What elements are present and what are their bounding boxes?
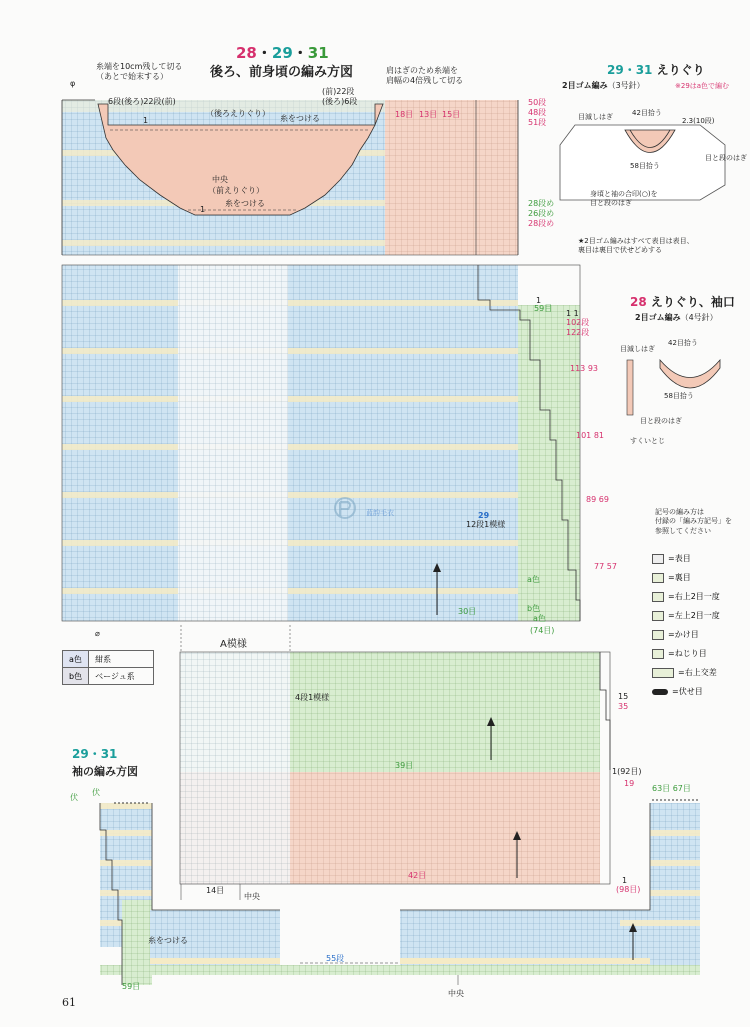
row-59-sts: 59目 bbox=[534, 304, 553, 313]
one-mark-a: 1 bbox=[143, 116, 149, 125]
seam-28: 目と段のはぎ bbox=[640, 417, 682, 425]
a-row-35: 35 bbox=[618, 702, 629, 711]
bind-note: ★2目ゴム編みはすべて表目は表目、 裏目は裏目で伏せどめする bbox=[578, 237, 694, 255]
one-mark-b: 1 bbox=[200, 205, 206, 214]
legend-item bbox=[652, 629, 750, 640]
sleeve-attach: 糸をつける bbox=[148, 936, 188, 945]
needle-label-28: （4号針） bbox=[680, 313, 718, 322]
a-row-15: 15 bbox=[618, 692, 629, 701]
a-row-98: (98目) bbox=[616, 885, 641, 894]
rib-label: 2目ゴム編み bbox=[562, 81, 608, 90]
page-title: 後ろ、前身頃の編み方図 bbox=[210, 65, 354, 80]
row-1-1: 1 1 bbox=[566, 309, 579, 318]
legend-item bbox=[652, 610, 750, 621]
a-pattern-repeat: 4段1模様 bbox=[295, 693, 330, 702]
page-number: 61 bbox=[62, 996, 76, 1009]
title-num-29: 29 bbox=[271, 44, 293, 62]
pick58-2931: 58目拾う bbox=[630, 162, 660, 170]
yarn-end-note: 糸端を10cm残して切る （あとで始末する） bbox=[96, 62, 183, 81]
body-chart-main bbox=[62, 265, 580, 621]
legend-symbol-icon bbox=[652, 611, 664, 621]
sleeve-63-67: 63目 67目 bbox=[652, 784, 691, 793]
shoulder-count-b: 13目 bbox=[419, 110, 438, 119]
edge-label-2931: 目減しはぎ bbox=[578, 113, 613, 121]
legend-symbol-icon bbox=[652, 649, 664, 659]
attach-yarn-label-2: 糸をつける bbox=[225, 199, 265, 208]
bottom-30: 30目 bbox=[458, 607, 477, 616]
sleeve-fu-1: 伏 bbox=[70, 793, 78, 802]
color-row bbox=[63, 668, 154, 685]
legend-item bbox=[652, 686, 750, 697]
row-48: 48段 bbox=[528, 108, 547, 117]
pick42-2931: 42目拾う bbox=[632, 109, 662, 117]
title-num-31: 31 bbox=[307, 44, 329, 62]
center-label: 中央 bbox=[212, 175, 228, 184]
neckband-28-title: えりぐり、袖口 bbox=[650, 295, 735, 309]
legend-item bbox=[652, 667, 750, 678]
legend-item bbox=[652, 591, 750, 602]
a-row-19: 19 bbox=[624, 779, 635, 788]
legend-label: =左上2目一度 bbox=[668, 611, 720, 620]
cm-2931: 2.3(10段) bbox=[682, 117, 715, 125]
legend-item bbox=[652, 553, 750, 564]
row-89-69: 89 69 bbox=[586, 495, 609, 504]
needle-label: （3号針） bbox=[607, 81, 645, 90]
attach-yarn-label-1: 糸をつける bbox=[280, 114, 320, 123]
legend-label: =表目 bbox=[668, 554, 691, 563]
title-sep-2: ・ bbox=[292, 44, 308, 62]
legend-label: =伏せ目 bbox=[672, 687, 703, 696]
legend-symbol-icon bbox=[652, 668, 674, 678]
back-neck-label: （後ろえりぐり） bbox=[206, 109, 270, 118]
front-neck-label: （前えりぐり） bbox=[208, 186, 264, 195]
legend-list bbox=[652, 553, 750, 703]
legend-symbol-icon bbox=[652, 573, 664, 583]
color-value: 紺系 bbox=[89, 651, 154, 668]
body-chart-top bbox=[62, 97, 518, 255]
a-row-1: 1 bbox=[622, 876, 628, 885]
row-51: 51段 bbox=[528, 118, 547, 127]
legend-item bbox=[652, 572, 750, 583]
row-102: 102段 bbox=[566, 318, 590, 327]
neckband-28-rib bbox=[635, 314, 718, 322]
row6-label: 6段(後ろ)22段(前) bbox=[108, 97, 176, 106]
legend-symbol-icon bbox=[652, 689, 668, 695]
sleeve-nums: 29・31 bbox=[72, 747, 118, 761]
row-28b: 28段め bbox=[528, 219, 555, 228]
title-sep-1: ・ bbox=[256, 44, 272, 62]
neckband-2931-rib bbox=[562, 82, 645, 90]
shoulder-count-a: 18目 bbox=[395, 110, 414, 119]
a-pattern-39: 39目 bbox=[395, 761, 414, 770]
a-pattern-42: 42目 bbox=[408, 871, 427, 880]
sleeve-title: 袖の編み方図 bbox=[72, 765, 138, 778]
row-77-57: 77 57 bbox=[594, 562, 617, 571]
color-value: ベージュ系 bbox=[89, 668, 154, 685]
phi-mark: φ bbox=[70, 79, 76, 88]
a-pattern-14: 14目 bbox=[206, 886, 225, 895]
a-pattern-title: A模様 bbox=[220, 639, 247, 650]
note-29: ※29はa色で編む bbox=[675, 82, 730, 90]
legend-label: =ねじり目 bbox=[668, 649, 707, 658]
sleeve-fu-2: 伏 bbox=[92, 788, 100, 797]
edge-label-28: 目減しはぎ bbox=[620, 345, 655, 353]
legend-symbol-icon bbox=[652, 592, 664, 602]
pattern-repeat: 12段1模様 bbox=[466, 520, 506, 529]
a-row-1-92: 1(92目) bbox=[612, 767, 642, 776]
row-113-93: 113 93 bbox=[570, 364, 598, 373]
neckband-28-num: 28 bbox=[630, 295, 647, 309]
color-key: a色 bbox=[63, 651, 89, 668]
neckband-28-heading bbox=[630, 296, 735, 308]
pick58-28: 58目拾う bbox=[664, 392, 694, 400]
total-74: (74目) bbox=[530, 626, 555, 635]
sleeve-center: 中央 bbox=[448, 989, 464, 998]
title-num-28: 28 bbox=[236, 44, 257, 62]
a-color-2: a色 bbox=[533, 614, 546, 623]
needle-mark: ⌀ bbox=[95, 629, 100, 638]
row-101-81: 101 81 bbox=[576, 431, 604, 440]
legend-label: =右上2目一度 bbox=[668, 592, 720, 601]
neckband-2931-nums: 29・31 bbox=[607, 63, 653, 77]
row-50: 50段 bbox=[528, 98, 547, 107]
legend-label: =裏目 bbox=[668, 573, 691, 582]
color-table bbox=[62, 650, 154, 685]
sleeve-55: 55段 bbox=[326, 954, 345, 963]
rib-label-28: 2目ゴム編み bbox=[635, 313, 681, 322]
pick42-28: 42目拾う bbox=[668, 339, 698, 347]
b-color: b色 bbox=[527, 604, 541, 613]
neckband-2931-heading bbox=[607, 64, 705, 76]
row-28a: 28段め bbox=[528, 199, 555, 208]
front22-label: (前)22段 bbox=[322, 87, 355, 96]
shoulder-count-c: 15目 bbox=[442, 110, 461, 119]
neckband-diagram-28 bbox=[627, 360, 720, 415]
row-122: 122段 bbox=[566, 328, 590, 337]
legend-symbol-icon bbox=[652, 630, 664, 640]
a-pattern-center: 中央 bbox=[244, 892, 260, 901]
neckband-2931-title: えりぐり bbox=[656, 63, 705, 77]
back6-label: (後ろ)6段 bbox=[322, 97, 358, 106]
sleeve-59: 59目 bbox=[122, 982, 141, 991]
label-29: 29 bbox=[478, 511, 490, 520]
row-1a: 1 bbox=[536, 296, 542, 305]
row-26: 26段め bbox=[528, 209, 555, 218]
mid-2931: 目と段のはぎ bbox=[705, 154, 747, 162]
slip-28: すくいとじ bbox=[630, 437, 665, 445]
a-color-1: a色 bbox=[527, 575, 540, 584]
legend-label: =右上交差 bbox=[678, 668, 717, 677]
color-key: b色 bbox=[63, 668, 89, 685]
title-numbers bbox=[236, 46, 329, 61]
legend-title: 記号の編み方は 付録の「編み方記号」を 参照してください bbox=[655, 508, 732, 535]
legend-symbol-icon bbox=[652, 554, 664, 564]
shoulder-end-note: 肩はぎのため糸端を 肩幅の4倍残して切る bbox=[386, 66, 464, 85]
legend-label: =かけ目 bbox=[668, 630, 699, 639]
seam-2931: 身頃と袖の合印(○)を 目と段のはぎ bbox=[590, 190, 658, 208]
watermark-text: 蓝韵毛衣 bbox=[366, 509, 394, 517]
color-row bbox=[63, 651, 154, 668]
legend-item bbox=[652, 648, 750, 659]
